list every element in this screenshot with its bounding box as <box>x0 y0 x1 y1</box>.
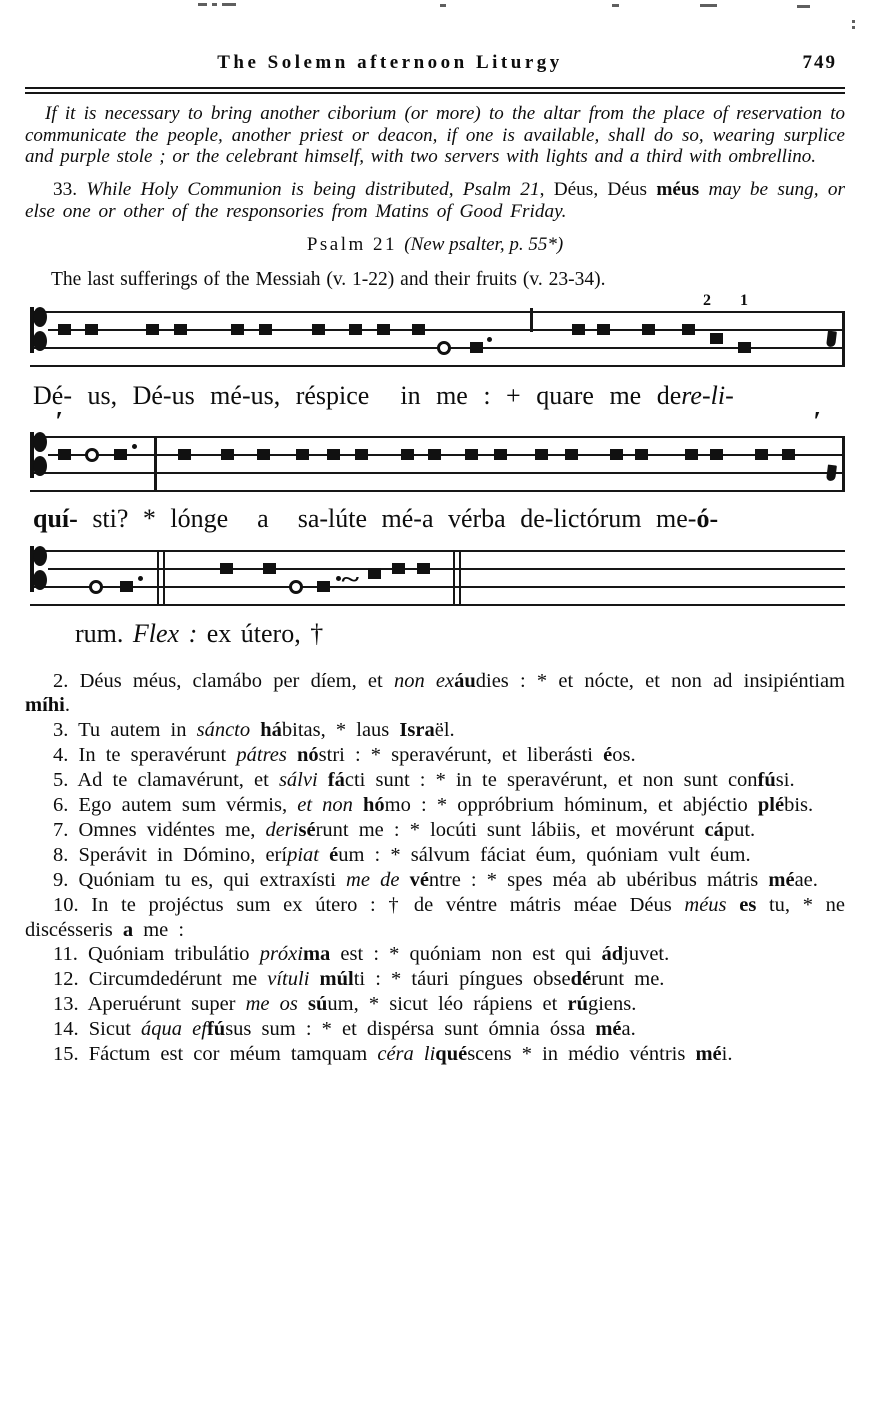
text-segment: é <box>603 744 613 767</box>
punctum-note <box>317 581 330 592</box>
verse-paragraph <box>25 942 845 967</box>
staff-line <box>30 490 845 492</box>
text-segment: cá <box>704 818 724 841</box>
punctum-note <box>465 449 478 460</box>
text-segment: fú <box>757 769 776 792</box>
staff-line <box>30 550 845 552</box>
text-segment: míhi <box>25 694 65 717</box>
punctum-note <box>231 324 244 335</box>
text-segment: Dé- us, Dé-us mé-us, réspice in me : + quare me de <box>33 380 682 410</box>
text-segment: é <box>329 843 339 866</box>
running-title: The Solemn afternoon Liturgy <box>217 52 563 73</box>
text-segment: áqua ef <box>141 1018 207 1041</box>
text-segment: ád <box>601 943 624 966</box>
punctum-note <box>259 324 272 335</box>
staff-line <box>30 311 845 313</box>
clef-notch <box>34 566 48 570</box>
staff-line <box>30 568 845 570</box>
mora-dot <box>336 576 341 581</box>
text-segment: me os <box>245 993 298 1016</box>
mora-dot <box>132 444 137 449</box>
accent-mark: ′ <box>55 405 63 436</box>
text-segment: re-li- <box>681 380 734 410</box>
text-segment: i. <box>721 1043 733 1066</box>
text-segment: sú <box>308 993 328 1016</box>
punctum-note <box>710 333 723 344</box>
verse-paragraph <box>25 1017 845 1042</box>
scan-artifact <box>212 3 217 6</box>
do-clef <box>30 307 50 353</box>
text-segment: fá <box>327 769 345 792</box>
text-segment: 15. Fáctum est cor méum tamquam <box>53 1043 378 1066</box>
text-segment: mo : * oppróbrium hóminum, et abjéctio <box>384 794 758 817</box>
text-segment: hó <box>363 794 385 817</box>
text-segment: bitas, * laus <box>281 719 400 742</box>
text-segment: scens * in médio véntris <box>467 1043 696 1066</box>
hollow-note <box>85 448 99 462</box>
text-segment: put. <box>723 818 756 841</box>
verse-paragraph <box>25 718 845 743</box>
text-segment: sálvi <box>278 769 318 792</box>
punctum-note <box>146 324 159 335</box>
punctum-note <box>610 449 623 460</box>
text-segment: me de <box>346 868 400 891</box>
scan-artifact <box>700 4 717 7</box>
scan-artifact <box>440 4 446 7</box>
verse-paragraph <box>25 967 845 992</box>
clef-lobe <box>33 307 47 327</box>
text-segment: tu, * ne discésseris <box>25 893 846 941</box>
punctum-note <box>597 324 610 335</box>
text-segment: 2. Déus méus, clamábo per díem, et <box>53 669 394 692</box>
verse-paragraph <box>25 768 845 793</box>
punctum-note <box>114 449 127 460</box>
punctum-note <box>120 581 133 592</box>
text-segment: ti : * táuri píngues obse <box>353 968 571 991</box>
text-segment: giens. <box>587 993 637 1016</box>
do-clef <box>30 432 50 478</box>
text-segment: 5. Ad te clamavérunt, et <box>53 769 279 792</box>
text-segment: nó <box>297 744 319 767</box>
text-segment: si. <box>775 769 795 792</box>
text-segment: 10. In te projéctus sum ex útero : † de véntre mátris méae Déus <box>53 893 685 916</box>
text-segment: mé <box>695 1043 722 1066</box>
text-segment: cti sunt : * in te speravérunt, et non sunt con <box>344 769 758 792</box>
text-segment: múl <box>319 968 354 991</box>
text-segment: áu <box>454 669 476 692</box>
clef-notch <box>34 452 48 456</box>
text-segment: um, * sicut léo rápiens et <box>327 993 568 1016</box>
chant-system <box>25 291 845 436</box>
text-segment: rum. <box>75 618 133 648</box>
staff-line <box>30 365 845 367</box>
page-header <box>25 52 845 80</box>
liquescent-mark: ~ <box>341 567 359 594</box>
text-segment: ntre : * spes méa ab ubéribus mátris <box>428 868 769 891</box>
clef-lobe <box>33 546 47 566</box>
punctum-note <box>312 324 325 335</box>
chant-lyrics-line <box>33 501 845 537</box>
text-segment: ó- <box>696 503 719 533</box>
punctum-note <box>470 342 483 353</box>
punctum-note <box>58 324 71 335</box>
text-segment: . <box>64 694 70 717</box>
text-segment: vítuli <box>267 968 310 991</box>
verse-paragraph <box>25 992 845 1017</box>
text-segment: ae. <box>794 868 818 891</box>
punctum-note <box>572 324 585 335</box>
punctum-note <box>257 449 270 460</box>
text-segment <box>399 869 409 891</box>
mora-dot <box>138 576 143 581</box>
full-bar-line <box>842 311 845 367</box>
text-segment: mé <box>595 1018 622 1041</box>
scan-artifact <box>852 20 855 23</box>
full-bar-line <box>154 436 157 492</box>
text-segment: Psalm 21 <box>306 233 405 255</box>
text-segment: 13. Aperuérunt super <box>53 993 246 1016</box>
punctum-note <box>401 449 414 460</box>
text-segment: ex útero, † <box>197 618 324 648</box>
text-segment: me : <box>133 918 185 941</box>
punctum-note <box>412 324 425 335</box>
punctum-note <box>738 342 751 353</box>
scan-artifact <box>612 4 619 7</box>
text-segment: While Holy Communion is being distributed, Psalm 21 <box>86 179 540 201</box>
text-segment: ma <box>302 943 331 966</box>
verse-paragraph <box>25 793 845 818</box>
text-segment <box>318 769 328 791</box>
text-segment <box>287 744 297 766</box>
text-segment: a <box>122 918 134 941</box>
text-segment: stri : * speravérunt, et liberásti <box>318 744 604 767</box>
psalm-title <box>25 234 845 256</box>
punctum-note <box>755 449 768 460</box>
punctum-note <box>535 449 548 460</box>
verse-paragraph <box>25 868 845 893</box>
text-segment <box>298 993 308 1015</box>
punctum-note <box>296 449 309 460</box>
double-bar-line <box>453 550 461 606</box>
punctum-note <box>782 449 795 460</box>
psalm-summary: The last sufferings of the Messiah (v. 1-22) and their fruits (v. 23-34). <box>51 268 606 290</box>
punctum-note <box>349 324 362 335</box>
punctum-note <box>377 324 390 335</box>
quarter-bar-line <box>530 308 533 332</box>
chant-lyrics-line <box>75 616 872 652</box>
accent-mark: ′ <box>813 405 821 436</box>
text-segment: es <box>739 893 757 916</box>
text-segment: Isra <box>399 719 435 742</box>
text-segment: 4. In te speravérunt <box>53 744 237 767</box>
text-segment: dies : * et nócte, et non ad insipiéntiam <box>475 669 845 692</box>
text-segment: 12. Circumdedérunt me <box>53 968 268 991</box>
text-segment: há <box>260 719 282 742</box>
text-segment: vé <box>409 868 429 891</box>
verse-paragraph <box>25 843 845 868</box>
punctum-note <box>178 449 191 460</box>
text-segment <box>727 894 740 916</box>
tone-number: 1 <box>740 291 748 309</box>
hollow-note <box>89 580 103 594</box>
punctum-note <box>85 324 98 335</box>
punctum-note <box>355 449 368 460</box>
text-segment <box>250 719 260 741</box>
text-segment: non ex <box>393 669 455 692</box>
text-segment: juvet. <box>623 943 670 966</box>
punctum-note <box>368 568 381 579</box>
verse-paragraph <box>25 1042 845 1067</box>
text-segment: quí- <box>33 503 78 533</box>
punctum-note <box>685 449 698 460</box>
punctum-note <box>565 449 578 460</box>
clef-lobe <box>33 331 47 351</box>
staff-line <box>30 436 845 438</box>
clef-lobe <box>33 570 47 590</box>
double-bar-line <box>157 550 165 606</box>
clef-lobe <box>33 432 47 452</box>
text-segment: et non <box>297 794 353 817</box>
text-segment: 8. Sperávit in Dómino, erí <box>53 843 288 866</box>
scan-artifact <box>797 5 810 8</box>
punctum-note <box>221 449 234 460</box>
text-segment <box>353 794 363 816</box>
text-segment: runt me. <box>591 968 665 991</box>
text-segment: sti? * lónge a sa-lúte mé-a vérba de-lictórum me- <box>77 503 697 533</box>
text-segment: sus sum : * et dispérsa sunt ómnia óssa <box>225 1018 596 1041</box>
text-segment: 3. Tu autem in <box>53 719 197 742</box>
punctum-note <box>428 449 441 460</box>
chant-staff <box>30 436 845 494</box>
scan-artifact <box>222 3 236 6</box>
verse-paragraph <box>25 818 845 843</box>
text-segment: est : * quóniam non est qui <box>330 943 602 966</box>
hollow-note <box>437 341 451 355</box>
text-segment: 14. Sicut <box>53 1018 142 1041</box>
page-number: 749 <box>802 52 837 73</box>
text-segment: bis. <box>784 794 814 817</box>
final-note-wedge <box>826 330 837 347</box>
instruction-paragraph <box>25 179 845 223</box>
text-segment: os. <box>612 744 636 767</box>
text-segment: céra li <box>377 1043 436 1066</box>
scan-artifact <box>852 26 855 29</box>
tone-number: 2 <box>703 291 711 309</box>
chant-staff <box>30 550 845 608</box>
full-bar-line <box>842 436 845 492</box>
text-segment: pátres <box>236 744 287 767</box>
hollow-note <box>289 580 303 594</box>
punctum-note <box>327 449 340 460</box>
psalm-verses <box>25 669 845 1068</box>
staff-line <box>30 472 845 474</box>
text-segment: dé <box>570 968 592 991</box>
staff-line <box>30 586 845 588</box>
verse-paragraph <box>25 743 845 768</box>
text-segment: ël. <box>434 719 455 742</box>
text-segment: méus <box>684 893 727 916</box>
punctum-note <box>174 324 187 335</box>
staff-line <box>30 604 845 606</box>
clef-notch <box>34 327 48 331</box>
verse-paragraph <box>25 669 845 719</box>
text-segment: 7. Omnes vidéntes me, <box>53 818 266 841</box>
text-segment: piat <box>287 843 319 866</box>
punctum-note <box>392 563 405 574</box>
punctum-note <box>642 324 655 335</box>
clef-lobe <box>33 456 47 476</box>
text-segment: 9. Quóniam tu es, qui extraxísti <box>53 868 347 891</box>
punctum-note <box>710 449 723 460</box>
text-segment: qué <box>435 1043 468 1066</box>
punctum-note <box>58 449 71 460</box>
text-segment: um : * sálvum fáciat éum, quóniam vult éum. <box>338 843 751 866</box>
text-segment: may be sung, or else one or other of the responsories from Matins of Good Friday. <box>25 179 845 223</box>
text-segment: 11. Quóniam tribulátio <box>53 943 260 966</box>
text-segment <box>309 968 319 990</box>
accent-row <box>25 405 845 436</box>
text-segment: rú <box>567 993 588 1016</box>
chant-system <box>25 436 845 537</box>
text-segment: próxi <box>259 943 303 966</box>
text-segment: 33. <box>53 179 87 201</box>
punctum-note <box>494 449 507 460</box>
text-segment: deri <box>265 818 299 841</box>
text-segment: méus <box>656 179 700 201</box>
chant-lyrics-line <box>33 378 845 414</box>
chant-system <box>25 550 845 652</box>
punctum-note <box>682 324 695 335</box>
text-segment: sé <box>298 818 316 841</box>
text-segment: a. <box>621 1018 636 1041</box>
punctum-note <box>263 563 276 574</box>
mora-dot <box>487 337 492 342</box>
final-note-wedge <box>826 464 837 481</box>
chant-staff <box>30 291 845 369</box>
punctum-note <box>635 449 648 460</box>
text-segment: plé <box>757 794 785 817</box>
chant-score <box>25 291 845 652</box>
text-segment: runt me : * locúti sunt lábiis, et movérunt <box>315 818 705 841</box>
rubric-paragraph: If it is necessary to bring another ciborium (or more) to the altar from the place of reservation to communicate the people, another priest or deacon, if one is available, shall do so, wearing surplice and purple stole ; or the celebrant himself, with two servers with lights and a third with ombrellino. <box>25 103 845 168</box>
text-segment: sáncto <box>196 719 251 742</box>
text-segment: Flex : <box>132 618 198 648</box>
header-rule <box>25 87 845 94</box>
punctum-note <box>417 563 430 574</box>
verse-paragraph <box>25 893 845 943</box>
text-segment: (New psalter, p. 55*) <box>404 233 564 255</box>
do-clef <box>30 546 50 592</box>
text-segment: , Déus, Déus <box>539 179 657 201</box>
scan-artifact <box>198 3 207 6</box>
punctum-note <box>220 563 233 574</box>
text-segment <box>319 844 329 866</box>
text-segment: fú <box>206 1018 226 1041</box>
text-segment: 6. Ego autem sum vérmis, <box>53 794 298 817</box>
text-segment: mé <box>768 868 795 891</box>
